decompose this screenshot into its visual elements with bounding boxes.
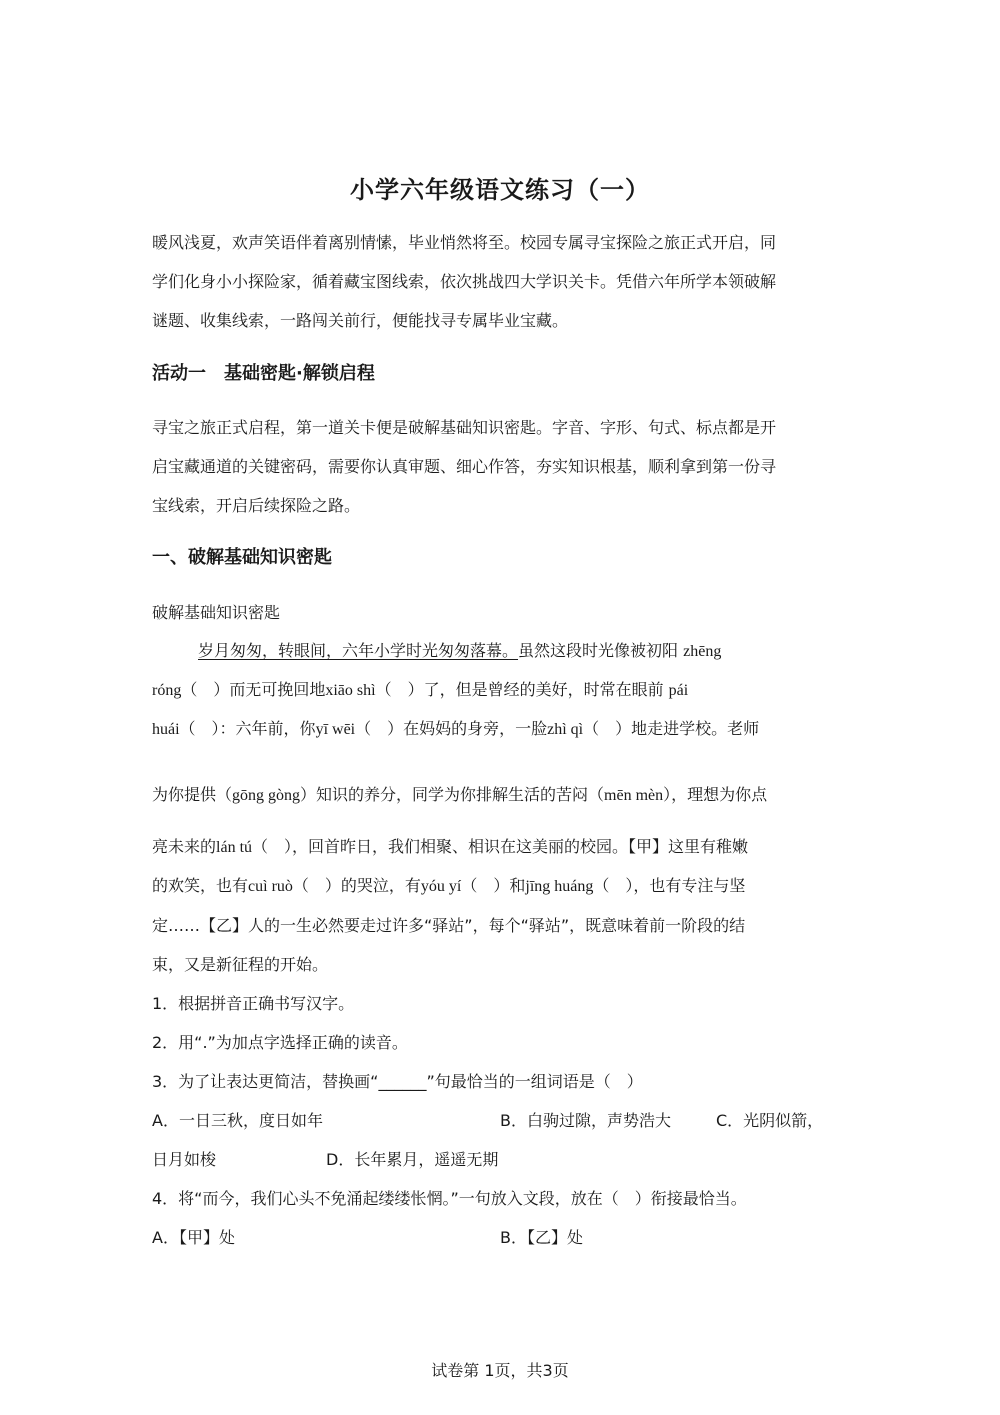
question-3-options-row1: [152, 1111, 1000, 1131]
activity1-line-2: 启宝藏通道的关键密码，需要你认真审题、细心作答，夯实知识根基，顺利拿到第一份寻: [152, 457, 777, 476]
activity1-heading: 活动一 基础密匙·解锁启程: [152, 363, 375, 384]
option-d[interactable]: D．长年累月，遥遥无期: [326, 1150, 499, 1169]
pinyin: yóu yí: [420, 878, 462, 895]
section1-subheading: 破解基础知识密匙: [152, 603, 281, 622]
option-c[interactable]: C．光阴似箭，: [716, 1111, 824, 1130]
passage-line-3: huái（ ）：六年前，你yī wēi（ ）在妈妈的身旁，一脸zhì qì（ ）地走进学校。老师: [152, 719, 760, 738]
activity1-line-3: 宝线索，开启后续探险之路。: [152, 496, 361, 515]
pinyin: cuì ruò: [248, 878, 293, 895]
pinyin: yī wēi: [315, 721, 356, 738]
pinyin: lán tú: [216, 839, 253, 856]
question-2: 2．用“.”为加点字选择正确的读音。: [152, 1033, 408, 1052]
passage-line-5: 亮未来的lán tú（ ），回首昨日，我们相聚、相识在这美丽的校园。【甲】这里有稚嫩: [152, 837, 749, 856]
option-a[interactable]: A．一日三秋，度日如年: [152, 1111, 323, 1130]
passage-line-8: 束，又是新征程的开始。: [152, 955, 329, 974]
intro-line-2: 学们化身小小探险家，循着藏宝图线索，依次挑战四大学识关卡。凭借六年所学本领破解: [152, 272, 777, 291]
intro-line-3: 谜题、收集线索，一路闯关前行，便能找寻专属毕业宝藏。: [152, 311, 569, 330]
option-b[interactable]: B．白驹过隙，声势浩大: [500, 1111, 671, 1130]
pinyin: róng: [152, 682, 182, 699]
pinyin: zhì qì: [547, 721, 584, 738]
question-4: 4．将“而今，我们心头不免涌起缕缕怅惘。”一句放入文段，放在（ ）衔接最恰当。: [152, 1189, 747, 1208]
question-1: 1．根据拼音正确书写汉字。: [152, 994, 355, 1013]
passage-line-4: 为你提供（gōng gòng）知识的养分，同学为你排解生活的苦闷（mēn mèn），理想为你点: [152, 785, 768, 804]
passage-line-1: 岁月匆匆，转眼间，六年小学时光匆匆落幕。虽然这段时光像被初阳 zhēng: [198, 641, 722, 660]
passage-line-2: róng（ ）而无可挽回地xiāo shì（ ）了，但是曾经的美好，时常在眼前 pái: [152, 680, 689, 699]
intro-line-1: 暖风浅夏，欢声笑语伴着离别情愫，毕业悄然将至。校园专属寻宝探险之旅正式开启，同: [152, 233, 777, 252]
page-footer: 试卷第 1页，共3页: [431, 1361, 569, 1380]
pinyin-choice: （mēn mèn）: [588, 787, 672, 804]
question-3: 3．为了让表达更简洁，替换画“______”句最恰当的一组词语是（ ）: [152, 1072, 643, 1091]
pinyin: pái: [668, 682, 689, 699]
pinyin: xiāo shì: [325, 682, 376, 699]
section1-heading: 一、破解基础知识密匙: [152, 547, 332, 568]
question-3-options-row2: [152, 1150, 1000, 1170]
pinyin-choice: （gōng gòng）: [216, 787, 317, 804]
page-title: 小学六年级语文练习（一）: [350, 176, 650, 204]
underlined-sentence: 岁月匆匆，转眼间，六年小学时光匆匆落幕。: [198, 641, 519, 660]
pinyin: jīng huáng: [525, 878, 594, 895]
option-a[interactable]: A．【甲】处: [152, 1228, 235, 1247]
pinyin: zhēng: [683, 643, 722, 660]
option-c-continued: 日月如梭: [152, 1150, 217, 1169]
option-b[interactable]: B．【乙】处: [500, 1228, 583, 1247]
activity1-line-1: 寻宝之旅正式启程，第一道关卡便是破解基础知识密匙。字音、字形、句式、标点都是开: [152, 418, 777, 437]
passage-line-6: 的欢笑，也有cuì ruò（ ）的哭泣，有yóu yí（ ）和jīng huáng（ ），也有专注与坚: [152, 876, 746, 895]
question-4-options: [152, 1228, 1000, 1248]
passage-line-7: 定……【乙】人的一生必然要走过许多“驿站”，每个“驿站”，既意味着前一阶段的结: [152, 916, 746, 935]
pinyin: huái: [152, 721, 180, 738]
